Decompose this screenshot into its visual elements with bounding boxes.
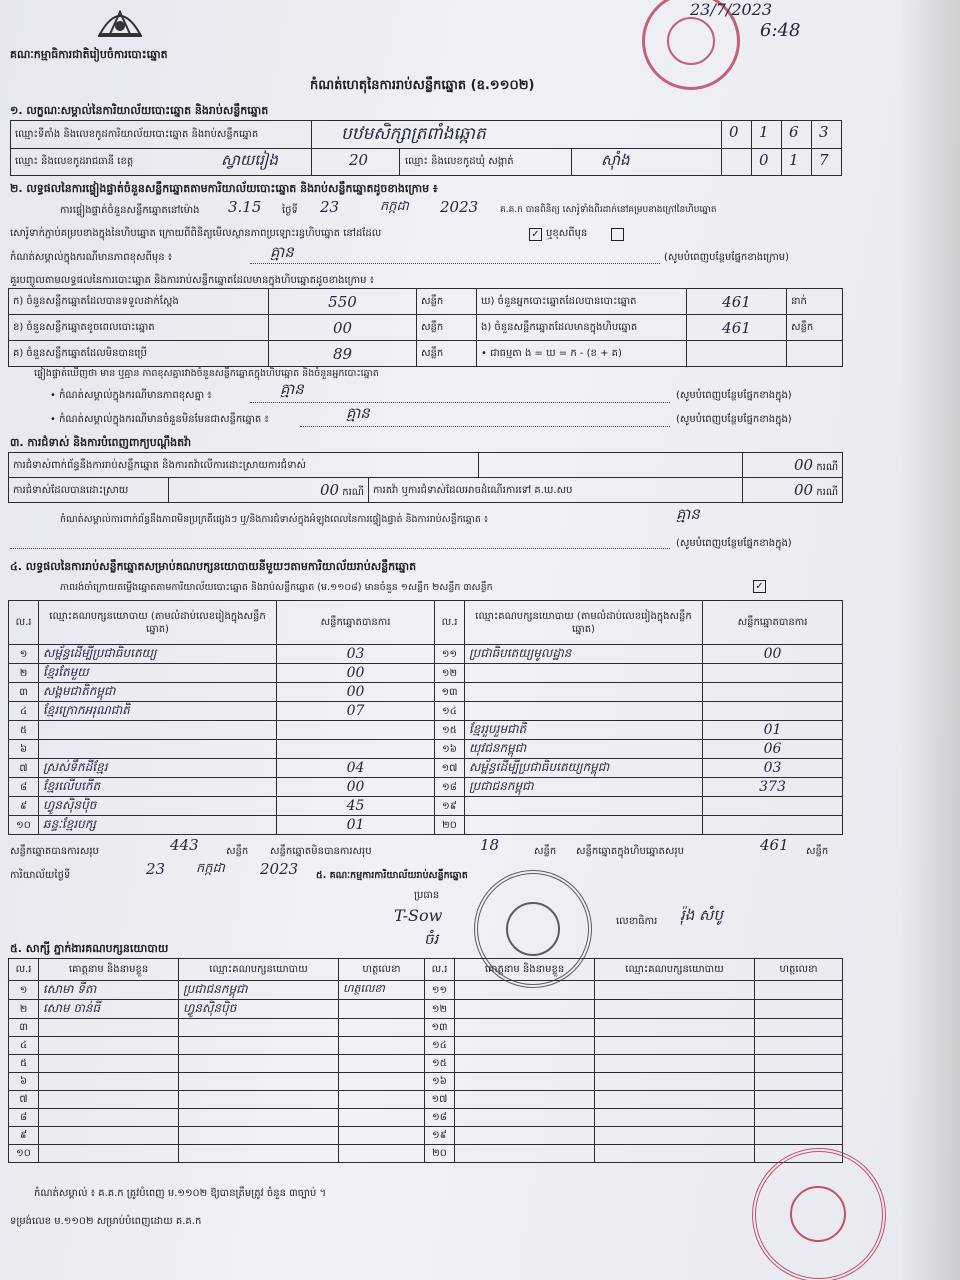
bullet-1-label: • កំណត់សម្គាល់ក្នុងករណីមានភាពខុសគ្នា ៖ [50, 390, 212, 401]
commune-code-2: 1 [789, 151, 799, 169]
agent-no: ៣ [9, 1019, 39, 1037]
invalid-total-unit: សន្លឹក [534, 846, 557, 857]
agent-signature [755, 1000, 843, 1019]
agent-party [179, 1019, 339, 1037]
agent-party [595, 1019, 755, 1037]
agent-name [455, 1037, 595, 1055]
party-name: ខ្មែរតែមួយ [39, 664, 277, 683]
president-signature: T-Sow [394, 906, 443, 925]
party-name: សម្ព័ន្ធដើម្បីប្រជាធិបតេយ្យ [39, 645, 277, 664]
agent-no: ១៨ [425, 1109, 455, 1127]
agent-row [9, 1073, 843, 1091]
party-name [465, 702, 703, 721]
resolved-cell [169, 478, 369, 503]
agent-signature [339, 1145, 425, 1163]
irregularity-note: គ្មាន [676, 505, 700, 523]
party-votes: 45 [277, 797, 435, 816]
commune-name: ស៊ាំង [601, 151, 630, 169]
count-value-2 [687, 315, 787, 341]
count-unit: សន្លឹក [417, 289, 477, 315]
party-votes: 373 [703, 778, 843, 797]
party-row [9, 816, 843, 835]
forwarded-label: ការតវ៉ា ឬការជំទាស់ដែលអាចដំណើរការទៅ គ.ឃ.សប [369, 478, 743, 503]
agent-party [595, 1000, 755, 1019]
count-value [269, 315, 417, 341]
agent-name [39, 1055, 179, 1073]
party-row [9, 664, 843, 683]
section1-heading: ១. លក្ខណៈសម្គាល់នៃការិយាល័យបោះឆ្នោត និងរាប់សន្លឹកឆ្នោត [10, 104, 269, 117]
count-value [269, 341, 417, 367]
count-unit-2 [787, 341, 843, 367]
agent-name [455, 1000, 595, 1019]
agent-party [595, 1127, 755, 1145]
agent-row [9, 1109, 843, 1127]
count-unit: សន្លឹក [417, 315, 477, 341]
agent-signature [755, 1109, 843, 1127]
party-votes: 03 [703, 759, 843, 778]
verify-text-2: សោរ៉ូទាក់ភ្ជាប់គម្របខាងក្នុងនៃហិបឆ្នោត ក្រោយពីពិនិត្យមើលស្ថានភាពប្រឡោះរន្ធហិបឆ្នោត នៅដដែល [10, 228, 382, 239]
agent-signature [339, 1091, 425, 1109]
agent-no: ៩ [9, 1127, 39, 1145]
party-no: ១៤ [435, 702, 465, 721]
agent-party [595, 1055, 755, 1073]
party-votes: 03 [277, 645, 435, 664]
agent-no: ១២ [425, 1000, 455, 1019]
complaint-unit: ករណី [816, 461, 839, 473]
section4-subtext: ភាពរង់ចាំក្រោយតម្លើងឆ្នោតតាមការិយាល័យបោះឆ្នោត និងរាប់សន្លឹកឆ្នោត (ម.១១០៨) មានចំនួន ១សន្លឹក ២សន្លឹក ៣សន្លឹក [60, 582, 493, 593]
president-name: ចំរ [424, 930, 439, 948]
party-votes: 01 [703, 721, 843, 740]
agent-party [595, 1037, 755, 1055]
agent-no: ១៩ [425, 1127, 455, 1145]
agent-signature [339, 1109, 425, 1127]
difference-note-label: កំណត់សម្គាល់ក្នុងករណីមានភាពខុសពីមុន ៖ [10, 252, 173, 263]
party-no: ១៨ [435, 778, 465, 797]
party-votes [703, 797, 843, 816]
agent-no: ១ [9, 981, 39, 1000]
secretary-label: លេខាធិការ [616, 916, 658, 927]
col-votes-left: សន្លឹកឆ្នោតបានការ [277, 601, 435, 645]
province-label: ឈ្មោះ និងលេខកូដរាជធានី ខេត្ត [15, 156, 134, 167]
fill-hint-3: (សូមបំពេញបន្ថែមផ្នែកខាងក្នុង) [676, 414, 792, 425]
party-name: ហ្វូនស៊ិនប៉ិច [39, 797, 277, 816]
agent-row [9, 1055, 843, 1073]
agent-no: ៧ [9, 1091, 39, 1109]
count-unit-2: នាក់ [787, 289, 843, 315]
agent-name [455, 981, 595, 1000]
party-agents-table [8, 958, 843, 1163]
agent-name: សោម ចាន់ធី [39, 1000, 179, 1019]
polling-station-label: ឈ្មោះទីតាំង និងលេខកូដការិយាល័យបោះឆ្នោត និងរាប់សន្លឹកឆ្នោត [15, 129, 259, 140]
count-number: 89 [332, 344, 353, 363]
agent-party [595, 981, 755, 1000]
party-no: ៧ [9, 759, 39, 778]
party-votes: 00 [277, 683, 435, 702]
party-no: ៩ [9, 797, 39, 816]
party-name: យុវជនកម្ពុជា [465, 740, 703, 759]
agent-signature [339, 1127, 425, 1145]
province-code: 20 [349, 151, 369, 169]
col-no-left: ល.រ [9, 601, 39, 645]
agent-col-name-left: គោត្តនាម និងនាមខ្លួន [39, 959, 179, 981]
party-name [465, 797, 703, 816]
count-number-2: 461 [722, 318, 751, 337]
agent-party [179, 1055, 339, 1073]
party-votes [277, 721, 435, 740]
commune-code-1: 0 [759, 151, 769, 169]
station-code-3: 6 [789, 123, 799, 141]
agent-signature [339, 1055, 425, 1073]
agent-signature [755, 1127, 843, 1145]
agent-no: ១៧ [425, 1091, 455, 1109]
party-no: ១៧ [435, 759, 465, 778]
party-name: សម្ព័ន្ធដើម្បីប្រជាធិបតេយ្យកម្ពុជា [465, 759, 703, 778]
col-party-right: ឈ្មោះគណបក្សនយោបាយ (តាមលំដាប់លេខរៀងក្នុងសន្លឹកឆ្នោត) [465, 601, 703, 645]
count-value-2 [687, 289, 787, 315]
agent-signature [755, 1073, 843, 1091]
committee-name: គណៈកម្មាធិការជាតិរៀបចំការបោះឆ្នោត [10, 48, 168, 61]
party-no: ១ [9, 645, 39, 664]
agent-no: ៨ [9, 1109, 39, 1127]
party-votes: 06 [703, 740, 843, 759]
agent-no: ៦ [9, 1073, 39, 1091]
party-no: ៤ [9, 702, 39, 721]
agent-signature [755, 1055, 843, 1073]
agent-no: ១៤ [425, 1037, 455, 1055]
party-name: ប្រជាជនកម្ពុជា [465, 778, 703, 797]
resolved-unit: ករណី [342, 486, 364, 498]
agent-col-party-right: ឈ្មោះគណបក្សនយោបាយ [595, 959, 755, 981]
agent-party: ប្រជាជនកម្ពុជា [179, 981, 339, 1000]
party-votes: 00 [703, 645, 843, 664]
party-name: ខ្មែររួបរួមជាតិ [465, 721, 703, 740]
party-row [9, 778, 843, 797]
stamp-date: 23/7/2023 [690, 0, 773, 19]
ballot-count-table [8, 288, 843, 367]
box-total: 461 [760, 836, 789, 854]
party-name [465, 683, 703, 702]
verify-day: 23 [320, 198, 340, 216]
party-no: ១០ [9, 816, 39, 835]
fill-hint-4: (សូមបំពេញបន្ថែមផ្នែកខាងក្នុង) [676, 538, 792, 549]
invalid-total: 18 [480, 836, 500, 854]
agent-col-party-left: ឈ្មោះគណបក្សនយោបាយ [179, 959, 339, 981]
same-checkbox[interactable]: ✓ [529, 228, 542, 241]
count-label-2: ឃ) ចំនួនអ្នកបោះឆ្នោតដែលបានបោះឆ្នោត [477, 289, 687, 315]
agent-name [455, 1055, 595, 1073]
president-label: ប្រធាន [414, 890, 440, 901]
discrepancy-check: ផ្ទៀងផ្ទាត់ឃើញថា មាន ឬគ្មាន ភាពខុសគ្នារវាងចំនួនសន្លឹកឆ្នោតក្នុងហិបឆ្នោត និងចំនួនអ្នកបោះឆ្នោត [34, 368, 379, 379]
agent-party [595, 1073, 755, 1091]
agent-name [39, 1019, 179, 1037]
agent-name [39, 1109, 179, 1127]
note-line [250, 263, 660, 264]
count-number-2: 461 [722, 292, 751, 311]
form-footer: ទម្រង់លេខ ម.១១០២ សម្រាប់បំពេញដោយ គ.គ.ក [10, 1216, 202, 1227]
party-no: ៦ [9, 740, 39, 759]
col-no-right: ល.រ [435, 601, 465, 645]
verify-month: កក្កដា [380, 199, 409, 214]
complaint-count: 00 [794, 455, 814, 474]
commune-label: ឈ្មោះ និងលេខកូដឃុំ សង្កាត់ [405, 156, 514, 167]
party-name [39, 740, 277, 759]
box-total-unit: សន្លឹក [806, 846, 829, 857]
official-stamp-bottom [752, 1148, 886, 1280]
party-row [9, 683, 843, 702]
agent-col-no-left: ល.រ [9, 959, 39, 981]
count-row [9, 341, 843, 367]
agent-no: ១៣ [425, 1019, 455, 1037]
party-row [9, 721, 843, 740]
forwarded-unit: ករណី [816, 486, 839, 498]
agent-no: ២០ [425, 1145, 455, 1163]
agent-signature [755, 1019, 843, 1037]
agent-party [179, 1073, 339, 1091]
agent-party [179, 1037, 339, 1055]
bullet-1-line [250, 402, 670, 403]
station-code-1: 0 [729, 123, 739, 141]
table-intro: គួរបញ្ចូលតាមលទ្ធផលនៃការបោះឆ្នោត និងការរាប់សន្លឹកឆ្នោតដែលមានក្នុងហិបឆ្នោតដូចខាងក្រោម ៖ [10, 275, 375, 286]
count-number: 00 [332, 318, 353, 337]
party-name: ស្រស់ទឹកដីខ្មែរ [39, 759, 277, 778]
agent-signature [339, 1019, 425, 1037]
agent-party [179, 1127, 339, 1145]
agent-signature [755, 1091, 843, 1109]
party-no: ៨ [9, 778, 39, 797]
verify-year: 2023 [440, 198, 479, 216]
agent-name [455, 1145, 595, 1163]
invalid-total-label: សន្លឹកឆ្នោតមិនបានការសរុប [270, 846, 372, 857]
agent-party [179, 1091, 339, 1109]
province-name: ស្វាយរៀង [221, 151, 278, 169]
valid-total-label: សន្លឹកឆ្នោតបានការសរុប [10, 846, 99, 857]
section1-box [10, 120, 842, 176]
party-no: ២០ [435, 816, 465, 835]
party-no: ៣ [9, 683, 39, 702]
agent-row [9, 1145, 843, 1163]
party-name: ឆន្ទៈខ្មែរបក្ស [39, 816, 277, 835]
agent-signature [755, 981, 843, 1000]
agent-name [39, 1073, 179, 1091]
station-code-2: 1 [759, 123, 769, 141]
party-row [9, 645, 843, 664]
agent-party [595, 1109, 755, 1127]
agent-party [179, 1145, 339, 1163]
agent-no: ២ [9, 1000, 39, 1019]
emblem-logo [96, 4, 144, 40]
agent-name [455, 1073, 595, 1091]
section2-heading: ២. លទ្ធផលនៃការផ្ទៀងផ្ទាត់ចំនួនសន្លឹកឆ្នោតតាមការិយាល័យបោះឆ្នោត និងរាប់សន្លឹកឆ្នោតដូចខាងក្រោម ៖ [10, 182, 438, 195]
party-no: ១៥ [435, 721, 465, 740]
footnote: កំណត់សម្គាល់ ៖ គ.គ.ក ត្រូវបំពេញ ម.១១០២ ឱ្យបានត្រឹមត្រូវ ចំនួន ៣ច្បាប់ ។ [34, 1188, 327, 1199]
agent-no: ១៥ [425, 1055, 455, 1073]
committee-sign-label: ៥. គណៈកម្មការការិយាល័យរាប់សន្លឹកឆ្នោត [316, 870, 468, 881]
box-total-label: សន្លឹកឆ្នោតក្នុងហិបឆ្នោតសរុប [576, 846, 684, 857]
party-row [9, 759, 843, 778]
party-name [39, 721, 277, 740]
party-no: ១១ [435, 645, 465, 664]
bullet-1-value: គ្មាន [280, 380, 304, 398]
count-row [9, 289, 843, 315]
polling-station-name: បឋមសិក្សាត្រពាំងឆ្កោត [341, 124, 486, 144]
count-label: គ) ចំនួនសន្លឹកឆ្នោតដែលមិនបានប្រើ [9, 341, 269, 367]
party-no: ៥ [9, 721, 39, 740]
date-month: កក្កដា [196, 861, 225, 876]
agent-row [9, 1000, 843, 1019]
count-unit-2: សន្លឹក [787, 315, 843, 341]
agent-name [39, 1037, 179, 1055]
agent-name [39, 1091, 179, 1109]
party-name [465, 664, 703, 683]
party-votes [703, 683, 843, 702]
agent-name [455, 1109, 595, 1127]
agent-row [9, 1127, 843, 1145]
agent-no: ៤ [9, 1037, 39, 1055]
party-row [9, 740, 843, 759]
agent-name: សោមា ទីតា [39, 981, 179, 1000]
party-no: ១៩ [435, 797, 465, 816]
agent-no: ១១ [425, 981, 455, 1000]
agent-signature: ហត្ថលេខា [339, 981, 425, 1000]
agent-col-sign-left: ហត្ថលេខា [339, 959, 425, 981]
agent-col-name-right: គោត្តនាម និងនាមខ្លួន [455, 959, 595, 981]
agent-col-no-right: ល.រ [425, 959, 455, 981]
irregularity-note-label: កំណត់សម្គាល់ការពាក់ព័ន្ធនឹងភាពមិនប្រក្រតីផ្សេងៗ ឬ/និងការជំទាស់ក្នុងអំឡុងពេលនៃការផ្ទៀងផ្ទាត់ និងការរាប់សន្លឹកឆ្នោត ៖ [60, 514, 489, 525]
party-no: ១៣ [435, 683, 465, 702]
bullet-2-line [300, 426, 670, 427]
agent-no: ១៦ [425, 1073, 455, 1091]
section4-heading: ៤. លទ្ធផលនៃការរាប់សន្លឹកឆ្នោតសម្រាប់គណបក្សនយោបាយនីមួយៗតាមការិយាល័យរាប់សន្លឹកឆ្នោត [10, 560, 417, 573]
agent-name [455, 1019, 595, 1037]
party-votes: 07 [277, 702, 435, 721]
count-label-2: ង) ចំនួនសន្លឹកឆ្នោតដែលមានក្នុងហិបឆ្នោត [477, 315, 687, 341]
irregularity-line [10, 548, 670, 549]
sheet-checkbox-3[interactable]: ✓ [753, 580, 766, 593]
agent-row [9, 981, 843, 1000]
party-no: ២ [9, 664, 39, 683]
date-year: 2023 [260, 860, 299, 878]
party-votes: 00 [277, 778, 435, 797]
complaint-cell [743, 453, 843, 478]
agent-signature [339, 1037, 425, 1055]
verify-day-label: ថ្ងៃទី [282, 205, 298, 216]
page-shadow [900, 0, 960, 1280]
agent-party [595, 1091, 755, 1109]
forwarded-count: 00 [794, 480, 814, 499]
verify-text: គ.គ.ក បានពិនិត្យ សោរ៉ូទាំងពីរដាក់នៅគម្របខាងក្រៅនៃហិបឆ្នោត [500, 205, 717, 215]
party-votes [703, 702, 843, 721]
verify-time-label: ការផ្ទៀងផ្ទាត់ចំនួនសន្លឹកឆ្នោតនៅម៉ោង [60, 205, 200, 216]
party-row [9, 797, 843, 816]
count-value-2 [687, 341, 787, 367]
agent-row [9, 1091, 843, 1109]
commune-code-3: 7 [819, 151, 829, 169]
agent-row [9, 1037, 843, 1055]
count-label-2: • ជាធម្មតា ង = ឃ = ក - (ខ + គ) [477, 341, 687, 367]
party-name: ប្រជាធិបតេយ្យមូលដ្ឋាន [465, 645, 703, 664]
party-votes [703, 664, 843, 683]
fill-hint-1: (សូមបំពេញបន្ថែមផ្នែកខាងក្រោម) [664, 252, 790, 263]
agent-no: ១០ [9, 1145, 39, 1163]
agent-no: ៥ [9, 1055, 39, 1073]
form-title: កំណត់ហេតុនៃការរាប់សន្លឹកឆ្នោត (ឧ.១១០២) [310, 78, 535, 93]
agent-name [39, 1145, 179, 1163]
party-name: ខ្មែរលើបកើត [39, 778, 277, 797]
party-name: ខ្មែរក្រោកអរុណជាតិ [39, 702, 277, 721]
party-votes [703, 816, 843, 835]
stamp-time: 6:48 [760, 20, 801, 41]
different-checkbox[interactable] [611, 228, 624, 241]
agent-signature [755, 1037, 843, 1055]
station-code-4: 3 [819, 123, 829, 141]
party-votes: 04 [277, 759, 435, 778]
count-value [269, 289, 417, 315]
party-name: សង្គមជាតិកម្ពុជា [39, 683, 277, 702]
party-no: ១២ [435, 664, 465, 683]
party-no: ១៦ [435, 740, 465, 759]
resolved-count: 00 [319, 480, 340, 499]
party-row [9, 702, 843, 721]
fill-hint-2: (សូមបំពេញបន្ថែមផ្នែកខាងក្នុង) [676, 390, 792, 401]
date-label: ការិយាល័យថ្ងៃទី [10, 870, 71, 881]
count-unit: សន្លឹក [417, 341, 477, 367]
verify-time: 3.15 [228, 198, 262, 216]
agent-name [455, 1127, 595, 1145]
party-results-table [8, 600, 843, 835]
agent-party [595, 1145, 755, 1163]
party-votes: 01 [277, 816, 435, 835]
party-votes: 00 [277, 664, 435, 683]
bullet-2-label: • កំណត់សម្គាល់ក្នុងករណីមានចំនួនមិនមែនជាសន្លឹកឆ្នោត ៖ [50, 414, 269, 425]
different-label: ឬខុសពីមុន [546, 228, 588, 239]
party-votes [277, 740, 435, 759]
agent-col-sign-right: ហត្ថលេខា [755, 959, 843, 981]
count-label: ក) ចំនួនសន្លឹកឆ្នោតដែលបានទទួលដាក់ស្តែង [9, 289, 269, 315]
party-name [465, 816, 703, 835]
agent-signature [339, 1000, 425, 1019]
section3-heading: ៣. ការជំទាស់ និងការបំពេញពាក្យបណ្តឹងតវ៉ា [10, 436, 192, 449]
bullet-2-value: គ្មាន [346, 404, 370, 422]
date-day: 23 [146, 860, 166, 878]
col-party-left: ឈ្មោះគណបក្សនយោបាយ (តាមលំដាប់លេខរៀងក្នុងសន្លឹកឆ្នោត) [39, 601, 277, 645]
col-votes-right: សន្លឹកឆ្នោតបានការ [703, 601, 843, 645]
agent-name [39, 1127, 179, 1145]
count-row [9, 315, 843, 341]
complaint-label: ការជំទាស់ពាក់ព័ន្ធនឹងការរាប់សន្លឹកឆ្នោត និងការតវ៉ាលើការដោះស្រាយការជំទាស់ [9, 453, 479, 478]
agent-party [179, 1109, 339, 1127]
difference-note: គ្មាន [270, 243, 294, 261]
count-label: ខ) ចំនួនសន្លឹកឆ្នោតខូចពេលបោះឆ្នោត [9, 315, 269, 341]
secretary-name: រ៉ុង សំបូ [680, 906, 723, 924]
valid-total-unit: សន្លឹក [226, 846, 249, 857]
agent-signature [339, 1073, 425, 1091]
agent-party: ហ្វូនស៊ិនប៉ិច [179, 1000, 339, 1019]
section5-heading: ៥. សាក្សី ភ្នាក់ងារគណបក្សនយោបាយ [10, 942, 169, 955]
forwarded-cell [743, 478, 843, 503]
valid-total: 443 [170, 836, 199, 854]
agent-name [455, 1091, 595, 1109]
agent-row [9, 1019, 843, 1037]
resolved-label: ការជំទាស់ដែលបានដោះស្រាយ [9, 478, 169, 503]
complaint-table [8, 452, 843, 503]
count-number: 550 [328, 292, 357, 311]
